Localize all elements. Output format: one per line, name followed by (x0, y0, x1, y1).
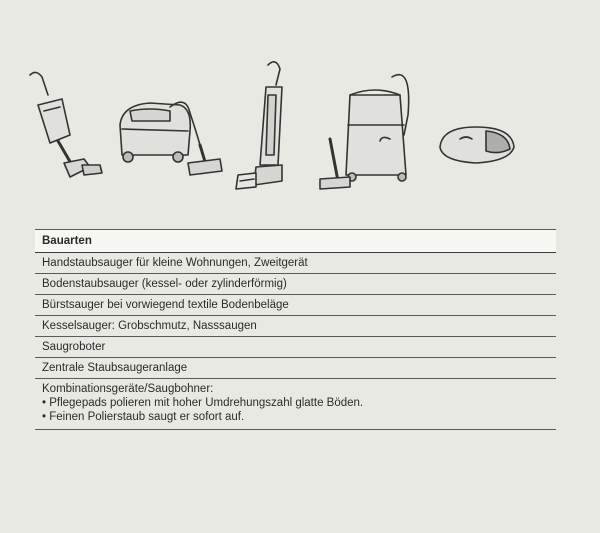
hand-vacuum-icon (30, 72, 102, 177)
combination-bullet: • Pflegepads polieren mit hoher Umdrehungszahl glatte Böden. (42, 397, 364, 409)
table-row: Kesselsauger: Grobschmutz, Nasssaugen (35, 316, 556, 337)
table-header: Bauarten (35, 229, 556, 253)
table-row: Bürstsauger bei vorwiegend textile Bodenbeläge (35, 295, 556, 316)
wet-dry-vacuum-icon (320, 75, 409, 189)
table-row-combination (35, 379, 556, 430)
table-row: Zentrale Staubsaugeranlage (35, 358, 556, 379)
table-row: Handstaubsauger für kleine Wohnungen, Zweitgerät (35, 253, 556, 274)
combination-title: Kombinationsgeräte/Saugbohner: (42, 383, 214, 395)
table-row: Saugroboter (35, 337, 556, 358)
vacuum-illustration (20, 55, 580, 205)
robot-vacuum-icon (440, 127, 514, 163)
upright-brush-vacuum-icon (236, 62, 282, 189)
table-row: Bodenstaubsauger (kessel- oder zylinderförmig) (35, 274, 556, 295)
combination-bullet: • Feinen Polierstaub saugt er sofort auf. (42, 411, 245, 423)
canister-vacuum-icon (120, 102, 222, 175)
types-table (35, 229, 556, 430)
